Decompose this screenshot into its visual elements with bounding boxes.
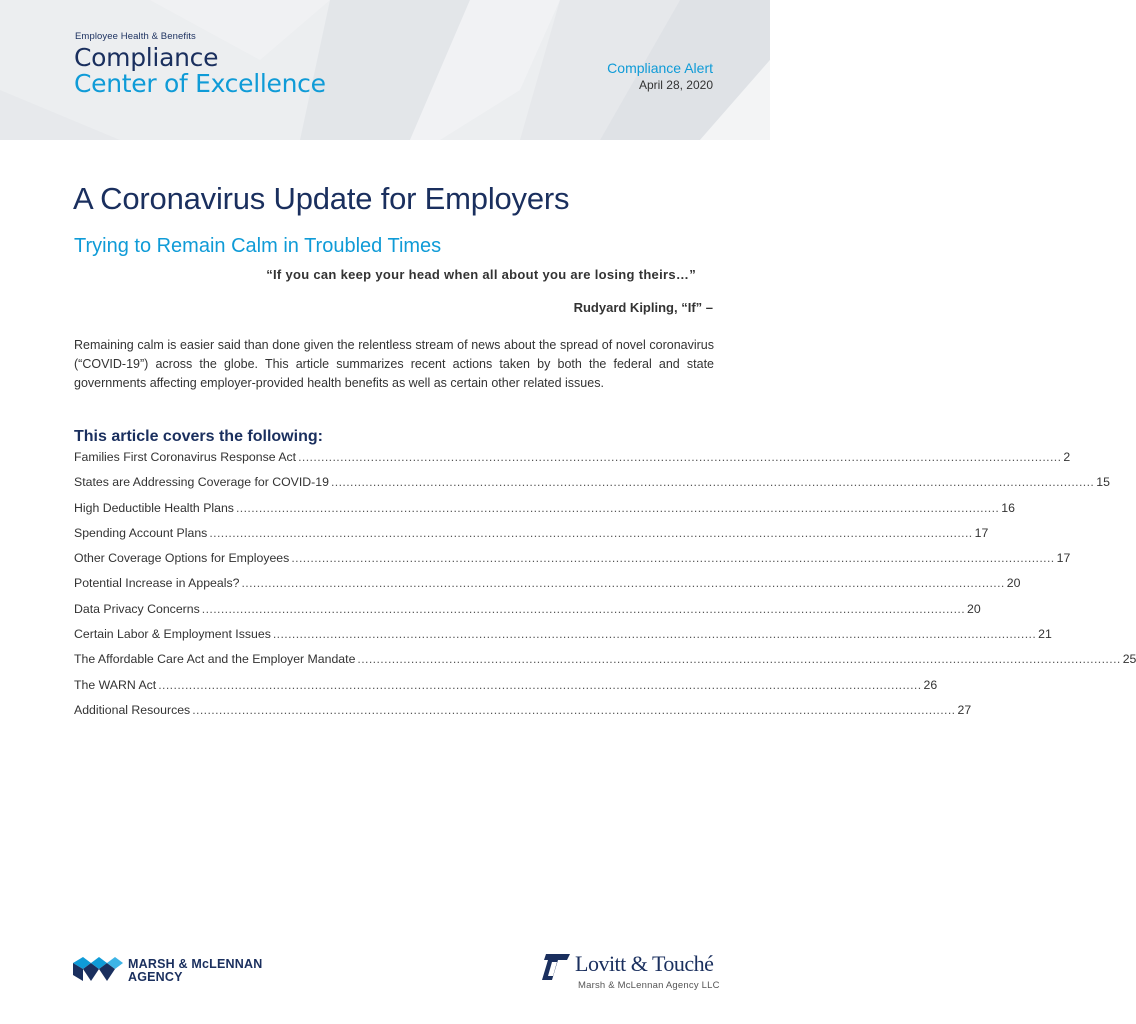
toc-entry[interactable] <box>74 677 938 703</box>
toc-leader-dots: ........................................................................................................................................................................................................ <box>158 677 922 692</box>
marsh-mclennan-wordmark <box>128 958 262 984</box>
document-title: A Coronavirus Update for Employers <box>73 181 570 216</box>
toc-entry[interactable] <box>74 551 1071 576</box>
toc-leader-dots: ........................................................................................................................................................................................................ <box>235 500 1000 515</box>
toc-entry-title: The WARN Act <box>74 677 157 692</box>
epigraph-quote: “If you can keep your head when all about you are losing theirs…” <box>266 267 696 282</box>
brand-title-line1: Compliance <box>74 43 219 72</box>
header-banner <box>0 0 770 140</box>
alert-date: April 28, 2020 <box>638 78 713 92</box>
toc-leader-dots: ........................................................................................................................................................................................................ <box>272 627 1037 642</box>
toc-entry[interactable] <box>74 475 1110 500</box>
lovitt-touche-logo-icon <box>540 954 570 980</box>
toc-heading: This article covers the following: <box>74 428 323 445</box>
toc-entry-page: 20 <box>967 601 981 616</box>
toc-leader-dots: ........................................................................................................................................................................................................ <box>291 551 1055 566</box>
toc-leader-dots: ........................................................................................................................................................................................................ <box>209 525 973 540</box>
toc-entry-title: Spending Account Plans <box>74 525 208 540</box>
toc-entry-page: 15 <box>1096 475 1110 490</box>
toc-entry-title: Families First Coronavirus Response Act <box>74 450 297 464</box>
document-subtitle: Trying to Remain Calm in Troubled Times <box>74 235 442 257</box>
toc-entry-page: 16 <box>1001 500 1015 515</box>
toc-entry-title: Certain Labor & Employment Issues <box>74 627 271 642</box>
toc-entry-title: Additional Resources <box>74 702 191 717</box>
toc-entry-page: 17 <box>974 525 989 540</box>
table-of-contents <box>74 450 1136 728</box>
lovitt-touche-subtitle: Marsh & McLennan Agency LLC <box>578 980 720 991</box>
toc-entry[interactable] <box>74 702 972 728</box>
toc-entry-title: Potential Increase in Appeals? <box>74 576 240 591</box>
toc-entry[interactable] <box>74 627 1052 652</box>
toc-entry[interactable] <box>74 601 981 627</box>
toc-entry[interactable] <box>74 500 1015 526</box>
toc-leader-dots: ........................................................................................................................................................................................................ <box>357 652 1121 667</box>
toc-entry-page: 27 <box>957 702 972 717</box>
toc-entry-page: 25 <box>1122 652 1136 667</box>
lovitt-touche-wordmark: Lovitt & Touché <box>575 951 714 976</box>
toc-entry-page: 21 <box>1038 627 1052 642</box>
toc-entry-title: Other Coverage Options for Employees <box>74 551 290 566</box>
toc-entry-page: 26 <box>923 677 938 692</box>
toc-entry-page: 2 <box>1063 450 1071 464</box>
toc-leader-dots: ........................................................................................................................................................................................................ <box>298 450 1062 464</box>
toc-entry-title: The Affordable Care Act and the Employer Mandate <box>74 652 356 667</box>
toc-entry[interactable] <box>74 652 1136 677</box>
toc-entry-title: States are Addressing Coverage for COVID-19 <box>74 475 329 490</box>
alert-label: Compliance Alert <box>607 60 713 76</box>
toc-entry[interactable] <box>74 576 1021 601</box>
brand-title-line2: Center of Excellence <box>74 69 326 98</box>
toc-entry-page: 20 <box>1006 576 1021 591</box>
toc-entry-page: 17 <box>1056 551 1071 566</box>
toc-leader-dots: ........................................................................................................................................................................................................ <box>201 601 966 616</box>
toc-entry-title: High Deductible Health Plans <box>74 500 234 515</box>
marsh-mclennan-logo-icon <box>73 953 125 987</box>
toc-entry-title: Data Privacy Concerns <box>74 601 200 616</box>
toc-leader-dots: ........................................................................................................................................................................................................ <box>330 475 1095 490</box>
intro-paragraph: Remaining calm is easier said than done given the relentless stream of news about the spread of novel coronavirus (“COVID-19”) across the globe. This article summarizes recent actions taken by both the federal and state governments affecting employer-provided health benefits as well as certain other related issues. <box>74 338 714 390</box>
mma-name-line2: AGENCY <box>128 970 183 984</box>
epigraph-author: Rudyard Kipling, “If” – <box>573 300 713 315</box>
toc-entry[interactable] <box>74 525 989 551</box>
toc-leader-dots: ........................................................................................................................................................................................................ <box>192 702 956 717</box>
mma-name-line1: MARSH & McLENNAN <box>128 957 263 971</box>
toc-entry[interactable] <box>74 450 1071 475</box>
brand-kicker: Employee Health & Benefits <box>75 31 196 42</box>
toc-leader-dots: ........................................................................................................................................................................................................ <box>241 576 1005 591</box>
